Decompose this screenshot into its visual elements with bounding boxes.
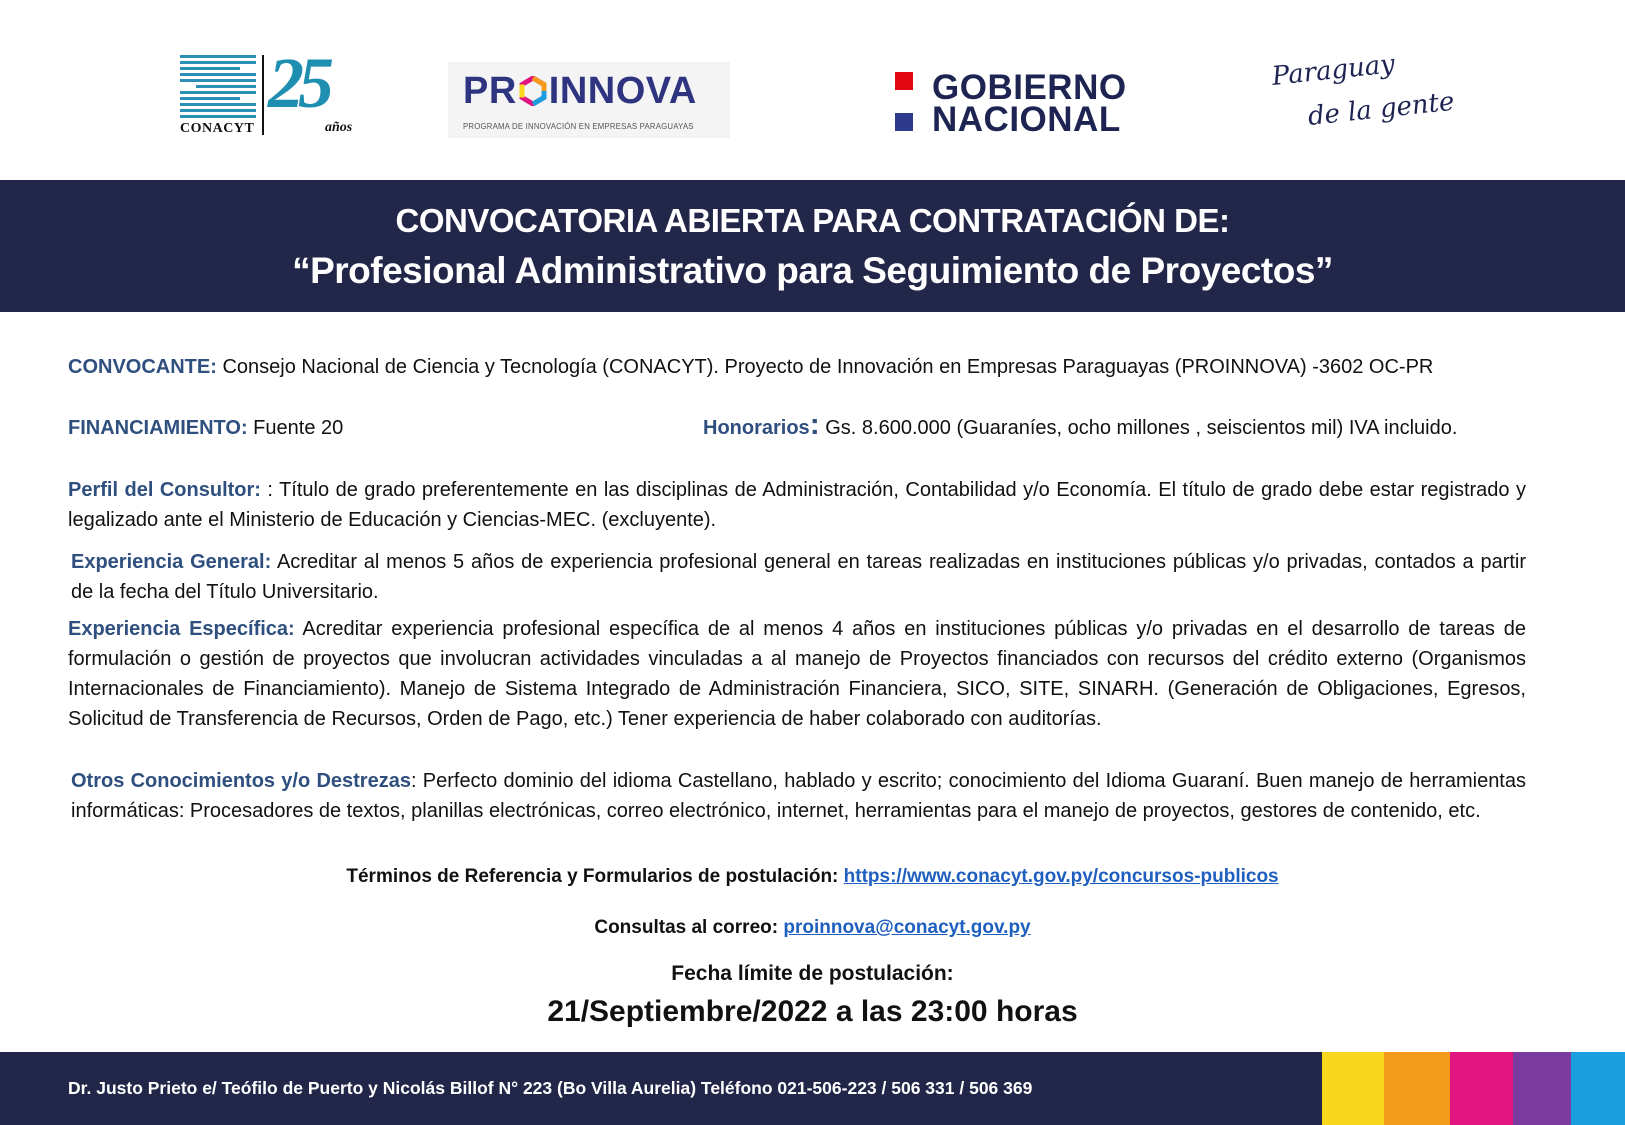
financiamiento-text: Fuente 20 [247,417,344,439]
conacyt-wordmark: CONACYT [180,121,255,136]
convocante-text: Consejo Nacional de Ciencia y Tecnología (CONACYT). Proyecto de Innovación en Empresas Paraguayas (PROINNOVA) -3602 OC-PR [216,356,1434,378]
honorarios-row [703,408,1458,443]
proinnova-ring-icon [518,76,548,106]
proinnova-wordmark [463,72,697,110]
logo-divider [262,55,264,135]
blue-square-icon [895,113,913,131]
otros-conocimientos-section [71,766,1526,826]
proinnova-subtitle: PROGRAMA DE INNOVACIÓN EN EMPRESAS PARAGUAYAS [463,122,694,131]
convocante-row [68,352,1568,382]
proinnova-prefix: PR [463,70,517,112]
footer-address: Dr. Justo Prieto e/ Teófilo de Puerto y Nicolás Billof N° 223 (Bo Villa Aurelia) Teléfono 021-506-223 / 506 331 / 506 369 [68,1078,1033,1098]
experiencia-especifica-text: Acreditar experiencia profesional específica de al menos 4 años en instituciones públicas y/o privadas en el desarrollo de tareas de formulación o gestión de proyectos que involucran actividades vinculadas a al manejo de Proyectos financiados con recursos del crédito externo (Organismos Internacionales de Financiamiento). Manejo de Sistema Integrado de Administración Financiera, SICO, SITE, SINARH. (Generación de Obligaciones, Egresos, Solicitud de Transferencia de Recursos, Orden de Pago, etc.) Tener experiencia de haber colaborado con auditorías. [68,618,1526,730]
logo-strip [0,0,1625,180]
terminos-row [0,866,1625,888]
consultas-email-link[interactable]: proinnova@conacyt.gov.py [783,917,1031,938]
color-stripe-orange [1384,1052,1450,1125]
color-stripe-yellow [1322,1052,1384,1125]
experiencia-general-label: Experiencia General: [71,551,272,573]
honorarios-text: Gs. 8.600.000 (Guaraníes, ocho millones , seiscientos mil) IVA incluido. [819,417,1458,439]
gobierno-nacional-logo [895,70,1155,140]
otros-conocimientos-text: : Perfecto dominio del idioma Castellano, hablado y escrito; conocimiento del Idioma Guaraní. Buen manejo de herramientas informáticas: Procesadores de textos, planillas electrónicas, correo electrónico, internet, herramientas para el manejo de proyectos, gestores de contenido, etc. [71,770,1526,822]
deadline-label: Fecha límite de postulación: [671,962,954,985]
color-stripe-magenta [1450,1052,1513,1125]
honorarios-label: Honorarios [703,417,810,439]
otros-conocimientos-label: Otros Conocimientos y/o Destrezas [71,770,411,792]
anniversary-suffix: años [325,120,353,135]
footer [0,1052,1625,1125]
consultas-row [0,917,1625,939]
convocante-label: CONVOCANTE: [68,356,217,378]
terminos-label: Términos de Referencia y Formularios de postulación: [346,866,844,887]
experiencia-general-text: Acreditar al menos 5 años de experiencia profesional general en tareas realizadas en instituciones públicas y/o privadas, contados a partir de la fecha del Título Universitario. [71,551,1527,603]
perfil-text: : Título de grado preferentemente en las disciplinas de Administración, Contabilidad y/o Economía. El título de grado debe estar registrado y legalizado ante el Ministerio de Educación y Ciencias-MEC. (excluyente). [68,479,1526,531]
experiencia-especifica-section [68,614,1526,734]
proinnova-logo [448,62,730,138]
perfil-label: Perfil del Consultor: [68,479,261,501]
deadline-value: 21/Septiembre/2022 a las 23:00 horas [547,995,1078,1028]
honorarios-colon: : [809,408,820,441]
color-stripe-purple [1513,1052,1571,1125]
position-title: “Profesional Administrativo para Seguimiento de Proyectos” [292,250,1333,291]
conacyt-emblem-icon [180,55,258,119]
color-stripe-blue [1571,1052,1625,1125]
financiamiento-row [68,413,343,443]
red-square-icon [895,72,913,90]
conacyt-25-logo [180,43,370,140]
consultas-label: Consultas al correo: [594,917,784,938]
paraguay-de-la-gente-logo [1268,49,1468,144]
financiamiento-label: FINANCIAMIENTO: [68,417,248,439]
gobierno-line2: NACIONAL [932,100,1121,139]
perfil-section [68,475,1526,535]
title-banner [0,180,1625,312]
anniversary-number: 25 [268,43,328,123]
page-title: CONVOCATORIA ABIERTA PARA CONTRATACIÓN DE: [395,202,1230,239]
paraguay-line2: de la gente [1306,86,1456,132]
gobierno-line1: GOBIERNO [932,68,1127,107]
terminos-link[interactable]: https://www.conacyt.gov.py/concursos-publicos [843,866,1279,887]
proinnova-suffix: INNOVA [548,70,697,112]
paraguay-line1: Paraguay [1270,49,1397,92]
experiencia-especifica-label: Experiencia Específica: [68,618,295,640]
experiencia-general-section [71,547,1526,607]
